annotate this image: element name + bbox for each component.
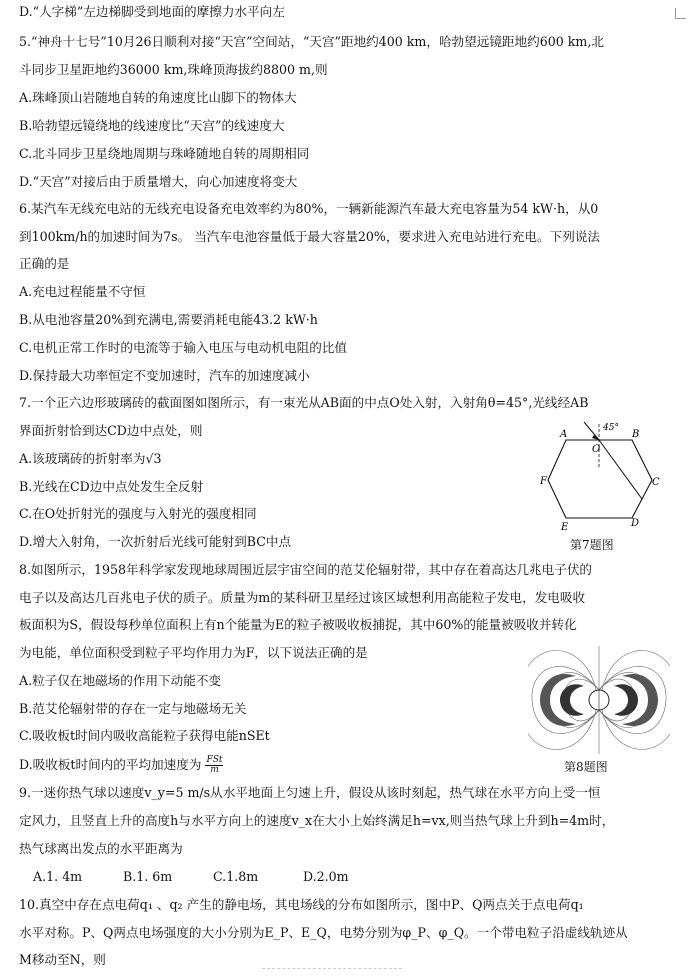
label-o: O <box>592 444 601 455</box>
q5-option-d: D.“天宫”对接后由于质量增大，向心加速度将变大 <box>19 174 298 189</box>
incident-ray <box>584 422 599 440</box>
q5-stem-line2: 斗同步卫星距地约36000 km,珠峰顶海拔约8800 m,则 <box>19 62 328 77</box>
refracted-ray <box>599 440 642 499</box>
label-a: A <box>560 429 568 440</box>
q8-option-d <box>19 756 223 775</box>
q7-stem-line2: 界面折射恰到达CD边中点处，则 <box>19 423 203 438</box>
q8-option-a: A.粒子仅在地磁场的作用下动能不变 <box>19 673 222 688</box>
label-d: D <box>631 518 640 529</box>
q8-stem-line1: 8.如图所示，1958年科学家发现地球周围近层宇宙空间的范艾伦辐射带，其中存在着高达几兆电子伏的 <box>19 562 593 577</box>
label-f: F <box>540 476 547 487</box>
q5-option-a: A.珠峰顶山岩随地自转的角速度比山脚下的物体大 <box>19 90 297 105</box>
q10-stem-line2: 水平对称。P、Q两点电场强度的大小分别为E_P、E_Q，电势分别为φ_P、φ_Q。一个带电粒子沿虚线轨迹从 <box>19 925 628 940</box>
q5-stem-line1: 5.“神舟十七号”10月26日顺利对接“天宫”空间站，“天宫”距地约400 km，哈勃望远镜距地约600 km,北 <box>19 34 604 49</box>
q8-option-b: B.范艾伦辐射带的存在一定与地磁场无关 <box>19 701 247 716</box>
q9-option-a: A.1. 4m <box>33 869 83 884</box>
q4-option-d: D.“人字梯”左边梯脚受到地面的摩擦力水平向左 <box>19 4 285 19</box>
q6-stem-line1: 6.某汽车无线充电站的无线充电设备充电效率约为80%，一辆新能源汽车最大充电容量为54 kW·h，从0 <box>19 201 599 216</box>
label-e: E <box>561 522 569 533</box>
angle-label: 45° <box>603 423 619 433</box>
q9-option-d: D.2.0m <box>303 869 349 884</box>
q6-option-b: B.从电池容量20%到充满电,需要消耗电能43.2 kW·h <box>19 312 318 327</box>
page-footer-mark <box>262 968 402 979</box>
q6-option-a: A.充电过程能量不守恒 <box>19 284 146 299</box>
q9-options <box>33 869 393 885</box>
fig7-hexagon-diagram <box>540 418 660 534</box>
label-b: B <box>632 429 640 440</box>
q9-stem-line3: 热气球离出发点的水平距离为 <box>19 841 183 856</box>
q6-option-c: C.电机正常工作时的电流等于输入电压与电动机电阻的比值 <box>19 340 348 355</box>
fraction-denominator: m <box>210 765 219 775</box>
q7-option-d: D.增大入射角，一次折射后光线可能射到BC中点 <box>19 534 292 549</box>
q6-option-d: D.保持最大功率恒定不变加速时，汽车的加速度减小 <box>19 368 310 383</box>
page-corner-mark <box>675 8 686 19</box>
q10-stem-line3: M移动至N，则 <box>19 952 106 967</box>
q9-stem-line2: 定风力，且竖直上升的高度h与水平方向上的速度v_x在大小上始终满足h=vx,则当热气球上升到h=4m时， <box>19 813 615 828</box>
label-c: C <box>652 477 660 488</box>
q5-option-b: B.哈勃望远镜绕地的线速度比“天宫”的线速度大 <box>19 118 285 133</box>
q6-stem-line3: 正确的是 <box>19 256 70 271</box>
q8-stem-line4: 为电能，单位面积受到粒子平均作用力为F，以下说法正确的是 <box>19 645 368 660</box>
q9-option-b: B.1. 6m <box>123 869 173 884</box>
q8-stem-line2: 电子以及高达几百兆电子伏的质子。质量为m的某科研卫星经过该区域想利用高能粒子发电，发电吸收 <box>19 590 586 605</box>
q5-option-c: C.北斗同步卫星绕地周期与珠峰随地自转的周期相同 <box>19 146 310 161</box>
q7-option-a: A.该玻璃砖的折射率为√3 <box>19 451 162 466</box>
fig8-caption: 第8题图 <box>564 760 608 774</box>
q8-option-d-text: D.吸收板t时间内的平均加速度为 <box>19 757 202 772</box>
q7-option-c: C.在O处折射光的强度与入射光的强度相同 <box>19 506 257 521</box>
q8-option-c: C.吸收板t时间内吸收高能粒子获得电能nSEt <box>19 728 270 743</box>
q7-stem-line1: 7.一个正六边形玻璃砖的截面图如图所示，有一束光从AB面的中点O处入射，入射角θ=45°,光线经AB <box>19 395 589 410</box>
fig7-caption: 第7题图 <box>570 538 614 552</box>
q8-option-d-fraction <box>205 756 223 775</box>
q8-stem-line3: 板面积为S，假设每秒单位面积上有n个能量为E的粒子被吸收板捕捉，其中60%的能量被吸收并转化 <box>19 617 577 632</box>
q7-option-b: B.光线在CD边中点处发生全反射 <box>19 479 204 494</box>
fraction-numerator: FSt <box>206 755 223 765</box>
fig8-radiation-belt-diagram <box>526 646 672 754</box>
q9-stem-line1: 9.一迷你热气球以速度v_y=5 m/s从水平地面上匀速上升，假设从该时刻起，热气球在水平方向上受一恒 <box>19 785 601 800</box>
q9-option-c: C.1.8m <box>213 869 259 884</box>
q10-stem-line1: 10.真空中存在点电荷q₁ 、q₂ 产生的静电场，其电场线的分布如图所示，图中P、Q两点关于点电荷q₁ <box>19 897 584 912</box>
q6-stem-line2: 到100km/h的加速时间为7s。 当汽车电池容量低于最大容量20%，要求进入充电站进行充电。下列说法 <box>19 229 600 244</box>
